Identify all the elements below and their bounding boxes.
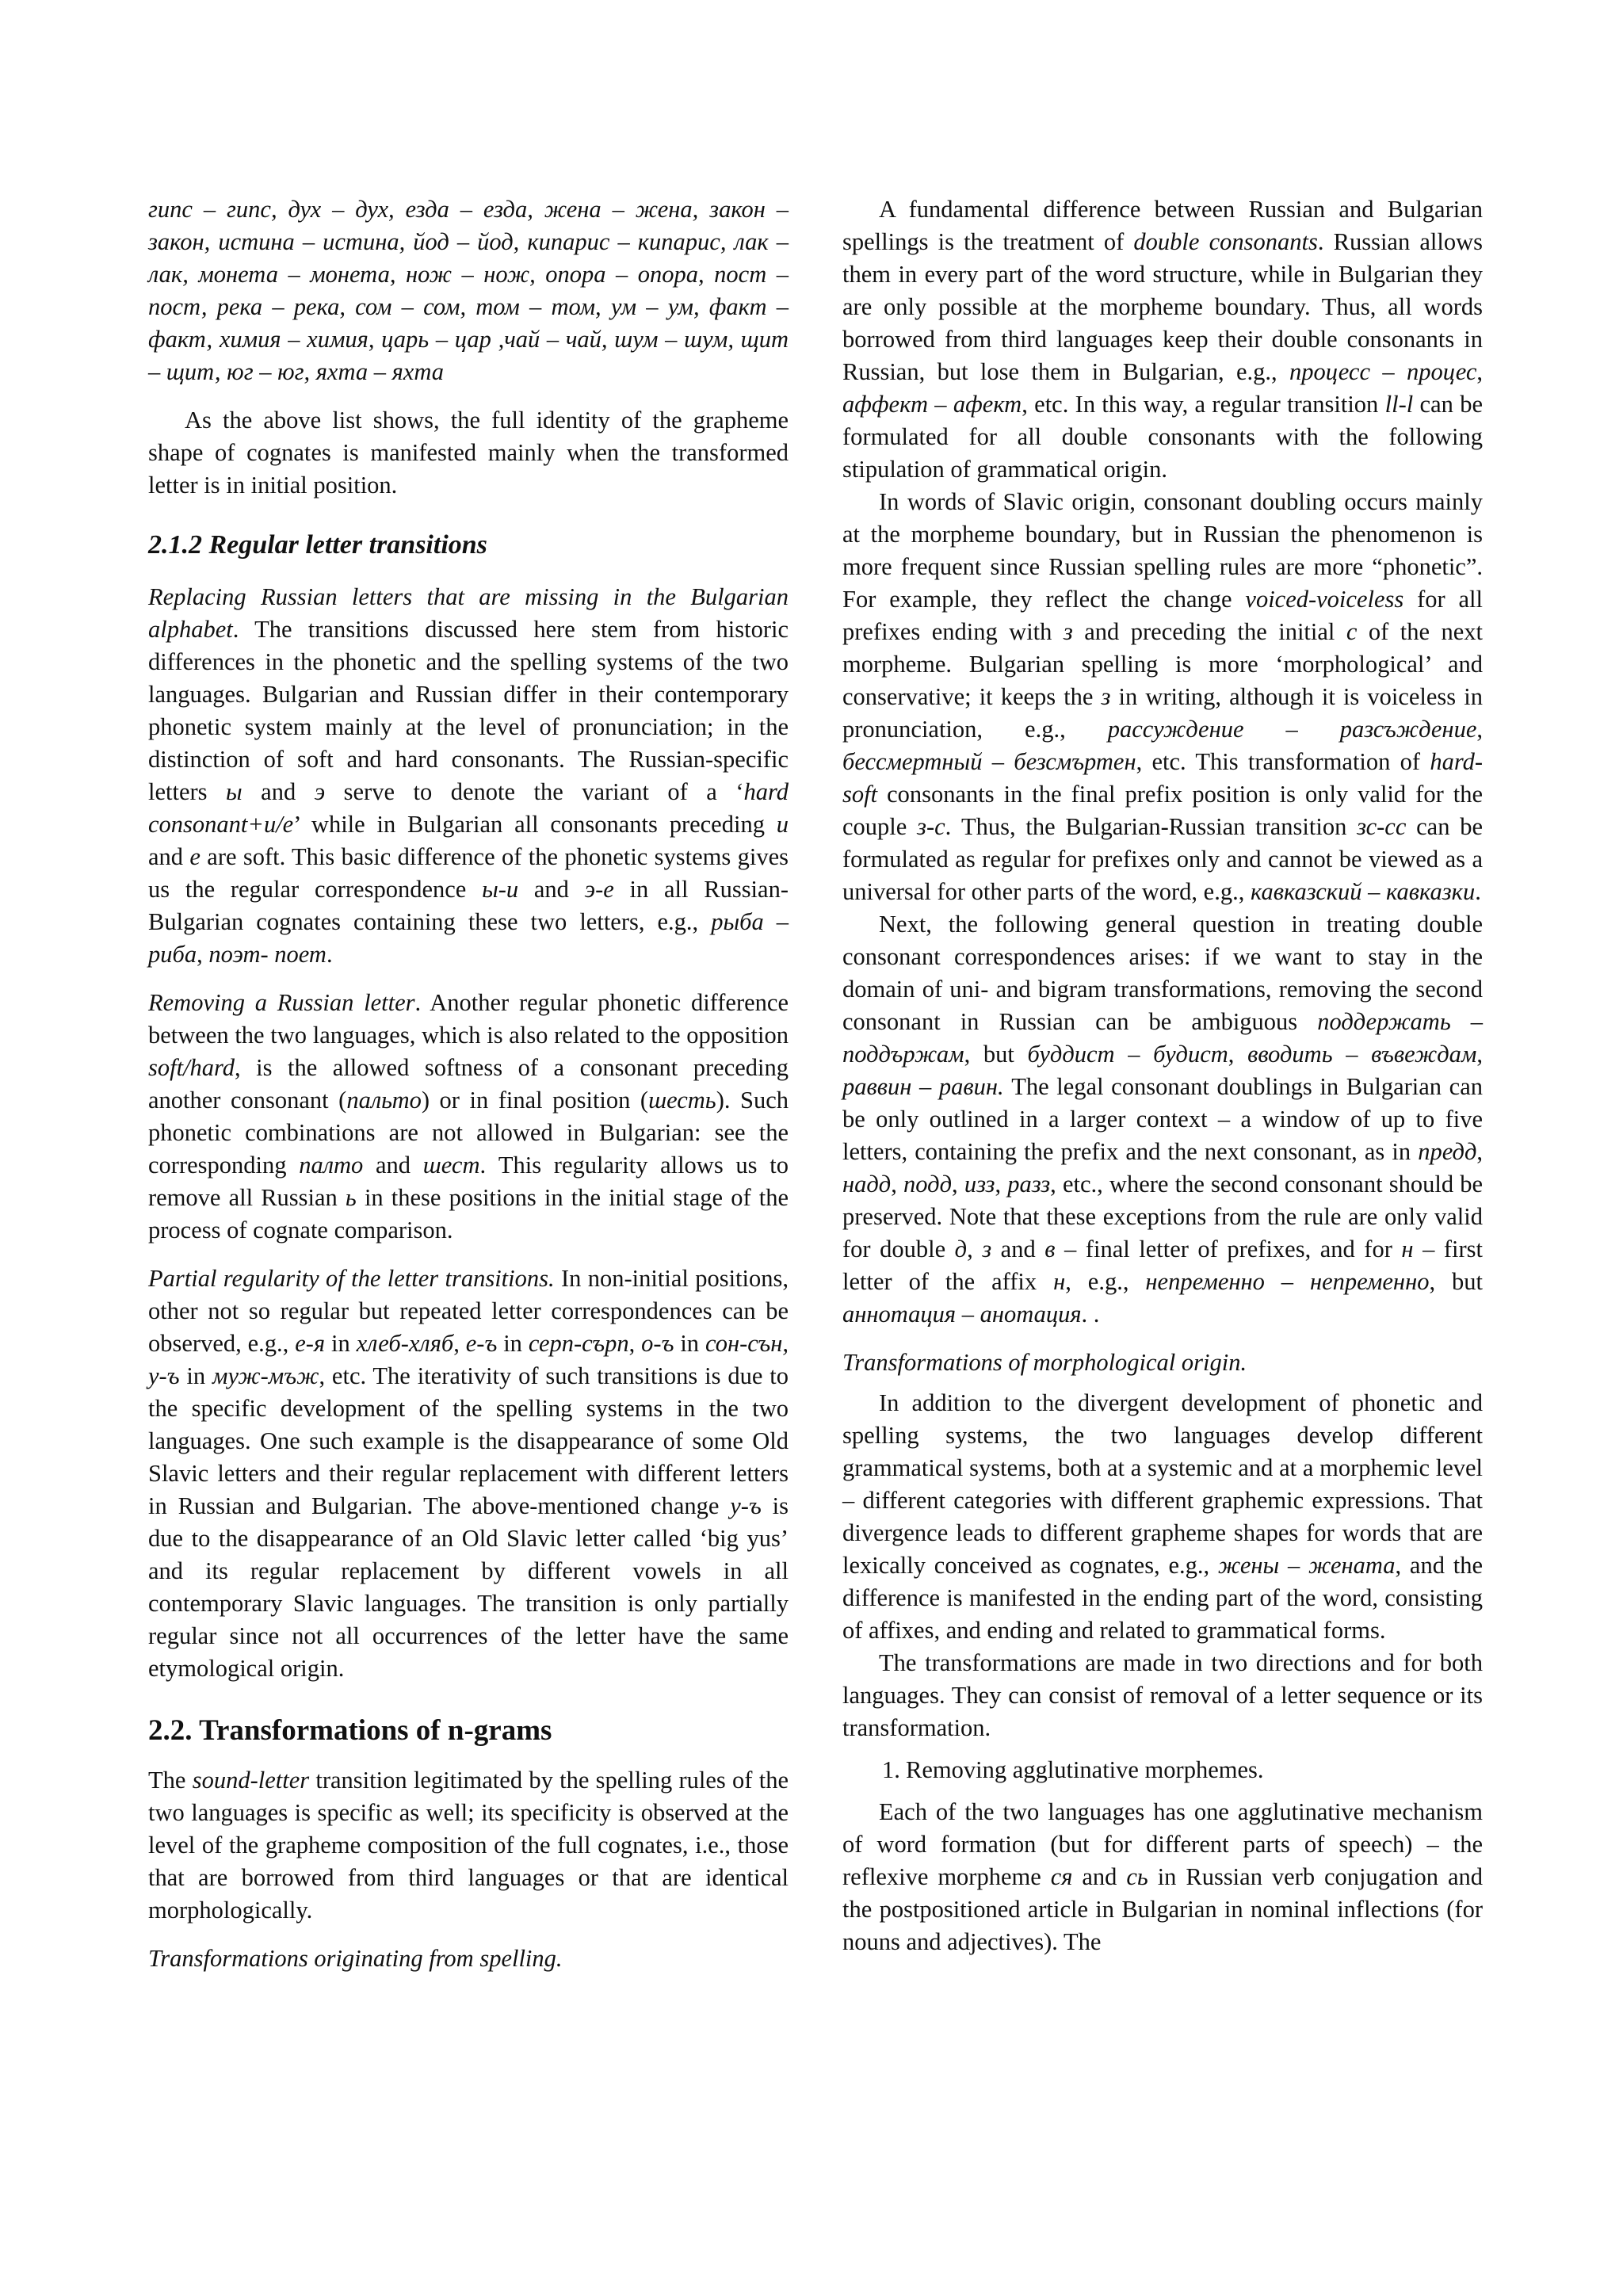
text-run: are soft. This basic difference of the phonetic systems gives us the regular correspondence [148,843,789,903]
text-run: . [326,941,333,968]
cyrillic-term: зс-сс [1357,813,1407,840]
text-run: , e.g., [1065,1268,1146,1295]
text-run: In addition to the divergent development of phonetic and spelling systems, the two languages develop different grammatical systems, both at a systemic and at a morphemic level – different categories with different graphemic expressions. That divergence leads to different grapheme shapes for words that are lexically conceived as cognates, e.g., [842,1389,1483,1579]
paragraph-slavic [842,486,1483,908]
italic-term: hard-soft [842,748,1483,808]
text-run: – first letter of the affix [842,1236,1483,1295]
paragraph-lead: Removing a Russian letter [148,989,415,1016]
cyrillic-term: сь [1126,1863,1148,1890]
cyrillic-example: изз [964,1171,995,1198]
paragraph-lead: Replacing Russian letters that are missing in the Bulgarian alphabet [148,583,789,643]
cyrillic-term: н [1401,1236,1414,1263]
text-run: in these positions in the initial stage of the process of cognate comparison. [148,1184,789,1244]
text-run: , [1476,716,1483,743]
cyrillic-example: буддист – будист [1027,1041,1228,1068]
text-run: , [1476,358,1484,385]
text-run: can be formulated for all double consonants with the following stipulation of grammatical origin. [842,391,1483,483]
text-run: , but [1429,1268,1483,1295]
text-run: In words of Slavic origin, consonant doubling occurs mainly at the morpheme boundary, but in Russian the phenomenon is more frequent since Russian spelling rules are more “phonetic”. For example, they reflect the change [842,488,1483,613]
text-run: , etc., where the second consonant should be preserved. Note that these exceptions from the rule are only valid for double [842,1171,1484,1263]
cyrillic-example: поэт- поет [208,941,327,968]
text-run: , etc. The iterativity of such transitions is due to the specific development of the spelling systems in the two languages. One such example is the disappearance of some Old Slavic letters and their regular replacement with different letters in Russian and Bulgarian. The above-mentioned change [148,1362,789,1519]
text-run: and [242,778,315,805]
italic-term: double consonants [1133,228,1318,255]
cyrillic-term: в [1044,1236,1056,1263]
text-run: for all prefixes ending with [842,586,1483,645]
text-run: . [1475,878,1481,905]
cyrillic-example: предд [1418,1138,1477,1165]
paragraph-removing [148,987,789,1247]
cyrillic-example: вводить – въвеждам [1247,1041,1477,1068]
text-run: . . [1081,1301,1100,1328]
paragraph-addition [842,1387,1483,1647]
cyrillic-term: ся [1050,1863,1073,1890]
paragraph-each [842,1796,1483,1958]
text-run: . This regularity allows us to remove all Russian [148,1152,789,1211]
text-run: . Thus, the Bulgarian-Russian transition [945,813,1358,840]
text-run: , [952,1171,964,1198]
italic-term: ll-l [1384,391,1414,418]
text-run: and [148,843,190,870]
cyrillic-example: подд [903,1171,953,1198]
cyrillic-example: кавказский – кавказки [1250,878,1476,905]
text-run: Each of the two languages has one agglutinative mechanism of word formation (but for different parts of speech) – the reflexive morpheme [842,1798,1483,1890]
text-run: can be formulated as regular for prefixes only and cannot be viewed as a universal for other parts of the word, e.g., [842,813,1483,905]
cyrillic-example: жены – жената [1217,1552,1396,1579]
text-run: , etc. In this way, a regular transition [1022,391,1385,418]
text-run: , [197,941,209,968]
cyrillic-example: процесс – процес [1289,358,1477,385]
text-run: serve to denote the variant of a ‘ [325,778,744,805]
cyrillic-example: рассуждение – разсъждение [1107,716,1477,743]
text-run: , [995,1171,1008,1198]
subheading-spelling: Transformations originating from spelling. [148,1945,563,1972]
text-run: in [497,1330,529,1357]
cyrillic-term: ы [226,778,242,805]
cyrillic-example: непременно – непременно [1145,1268,1430,1295]
cyrillic-example: аннотация – анотация [842,1301,1082,1328]
cyrillic-term: ы-и [482,876,519,903]
section-heading-2-1-2: 2.1.2 Regular letter transitions [148,530,487,560]
text-run: . The transitions discussed here stem from historic differences in the phonetic and the spelling systems of the two languages. Bulgarian and Russian differ in their contemporary phonetic system mainly at the level of pronunciation; in the distinction of soft and hard consonants. The Russian-specific letters [148,616,789,805]
cyrillic-term: у-ъ [730,1492,762,1519]
text-run: and [991,1236,1045,1263]
right-column [842,193,1483,1958]
text-run: , [628,1330,642,1357]
text-run: A fundamental difference between Russian and Bulgarian spellings is the treatment of [842,196,1483,255]
cyrillic-term: о-ъ [641,1330,674,1357]
text-run: . Russian allows them in every part of the word structure, while in Bulgarian they are only possible at the morpheme boundary. Thus, all words borrowed from third languages keep their double consonants in Russian, but lose them in Bulgarian, e.g., [842,228,1483,385]
text-run: , [1476,1041,1483,1068]
text-run: The legal consonant doublings in Bulgarian can be only outlined in a larger context – a window of up to five letters, containing the prefix and the next consonant, as in [842,1073,1483,1165]
paragraph-lead: Partial regularity of the letter transitions. [148,1265,555,1292]
text-run: transition legitimated by the spelling rules of the two languages is specific as well; its specificity is observed at the level of the grapheme composition of the full cognates, i.e., those that are borrowed from third languages or that are identical morphologically. [148,1767,789,1924]
cyrillic-term: е [189,843,200,870]
cyrillic-term: и [776,811,789,838]
text-run: in [325,1330,357,1357]
cyrillic-example: пальто [346,1087,422,1114]
list-text: Removing agglutinative morphemes. [906,1756,1264,1783]
text-run: – final letter of prefixes, and for [1055,1236,1402,1263]
cyrillic-term: е-ъ [465,1330,498,1357]
cyrillic-example: палто [299,1152,364,1179]
text-run: and preceding the initial [1072,618,1346,645]
cyrillic-example: рыба – риба [148,908,789,968]
cyrillic-example: раввин – равин. [842,1073,1004,1100]
cyrillic-example: аффект – афект [842,391,1022,418]
text-run: is due to the disappearance of an Old Slavic letter called ‘big yus’ and its regular replacement by different vowels in all contemporary Slavic languages. The transition is only partially regular since not all occurrences of the letter have the same etymological origin. [148,1492,789,1682]
cyrillic-example: шест [422,1152,480,1179]
cyrillic-term: д [954,1236,968,1263]
cyrillic-example: шесть [648,1087,716,1114]
subheading-morphological: Transformations of morphological origin. [842,1349,1247,1376]
text-run: , [1476,1138,1483,1165]
text-run: , [1228,1041,1248,1068]
text-run: Next, the following general question in treating double consonant correspondences arises: if we want to stay in the domain of uni- and bigram transformations, removing the second consonant in Russian can be ambiguous [842,911,1483,1035]
paragraph-replacing [148,581,789,971]
text-run: of the next morpheme. Bulgarian spelling is more ‘morphological’ and conservative; it keeps the [842,618,1484,710]
text-run: ). Such phonetic combinations are not allowed in Bulgarian: see the corresponding [148,1087,789,1179]
text-run: and [518,876,585,903]
text-run: in [179,1362,212,1389]
text-run: , but [964,1041,1028,1068]
paragraph-sound-letter [148,1764,789,1927]
paragraph-fundamental [842,193,1483,486]
text-run: in Russian verb conjugation and the postpositioned article in Bulgarian in nominal inflections (for nouns and adjectives). The [842,1863,1483,1955]
italic-term: sound-letter [192,1767,310,1794]
cyrillic-example: разз [1007,1171,1051,1198]
cyrillic-term: з [982,1236,992,1263]
cyrillic-term: э [314,778,326,805]
text-run: and [363,1152,423,1179]
list-item [842,1754,1483,1786]
section-heading-2-2: 2.2. Transformations of n-grams [148,1714,552,1747]
text-run: , [967,1236,983,1263]
cognate-list: гипс – гипс, дух – дух, езда – езда, жена – жена, закон – закон, истина – истина, йод – йод, кипарис – кипарис, лак – лак, монета – монета, нож – нож, опора – опора, пост – пост, река – река, сом – сом, том – том, ум – ум, факт – факт, химия – химия, царь – цар ,чай – чай, шум – шум, щит – щит, юг – юг, яхта – яхта [148,196,789,385]
cyrillic-example: сон-сън, у-ъ [148,1330,789,1389]
text-run: in [674,1330,705,1357]
list-number: 1. [882,1756,900,1783]
text-run: in all Russian-Bulgarian cognates containing these two letters, e.g., [148,876,789,935]
text-run: , etc. This transformation of [1136,748,1430,775]
cyrillic-example: поддержать – поддържам [842,1008,1484,1068]
cyrillic-term: э-е [584,876,614,903]
cyrillic-term: е-я [295,1330,326,1357]
paragraph-partial [148,1263,789,1685]
italic-term: voiced-voiceless [1245,586,1404,613]
text-run: , and the difference is manifested in the ending part of the word, consisting of affixes, and ending and related to grammatical forms. [842,1552,1483,1644]
cyrillic-term: с [1346,618,1358,645]
text-run: ’ while in Bulgarian all consonants preceding [293,811,777,838]
cyrillic-example: муж-мъж [212,1362,319,1389]
text-run: in writing, although it is voiceless in pronunciation, e.g., [842,683,1483,743]
text-run: . Another regular phonetic difference between the two languages, which is also related to the opposition [148,989,789,1049]
text-run: , [891,1171,904,1198]
cyrillic-example: серп-сърп [528,1330,629,1357]
text-run: , is the allowed softness of a consonant preceding another consonant ( [148,1054,789,1114]
text-run: consonants in the final prefix position is only valid for the couple [842,781,1483,840]
italic-term: soft/hard [148,1054,235,1081]
text-run: ) or in final position ( [421,1087,649,1114]
cyrillic-term: н [1053,1268,1066,1295]
cyrillic-term: з-с [917,813,945,840]
cyrillic-term: ь [345,1184,357,1211]
left-column [148,193,789,1975]
text-run: In non-initial positions, other not so regular but repeated letter correspondences can be observed, e.g., [148,1265,789,1357]
text-run: The [148,1767,193,1794]
paragraph-identity: As the above list shows, the full identity of the grapheme shape of cognates is manifested mainly when the transformed letter is in initial position. [148,407,789,499]
text-run: , [453,1330,466,1357]
cyrillic-term: з [1101,683,1111,710]
cyrillic-example: бессмертный – безсмъртен [842,748,1136,775]
cyrillic-example: хлеб-хляб [356,1330,454,1357]
cyrillic-term: з [1063,618,1073,645]
text-run: and [1072,1863,1127,1890]
paragraph-directions: The transformations are made in two directions and for both languages. They can consist of removal of a letter sequence or its transformation. [842,1649,1483,1741]
cyrillic-example: надд [842,1171,892,1198]
paragraph-next [842,908,1483,1331]
italic-term: hard consonant+u/e [148,778,789,838]
